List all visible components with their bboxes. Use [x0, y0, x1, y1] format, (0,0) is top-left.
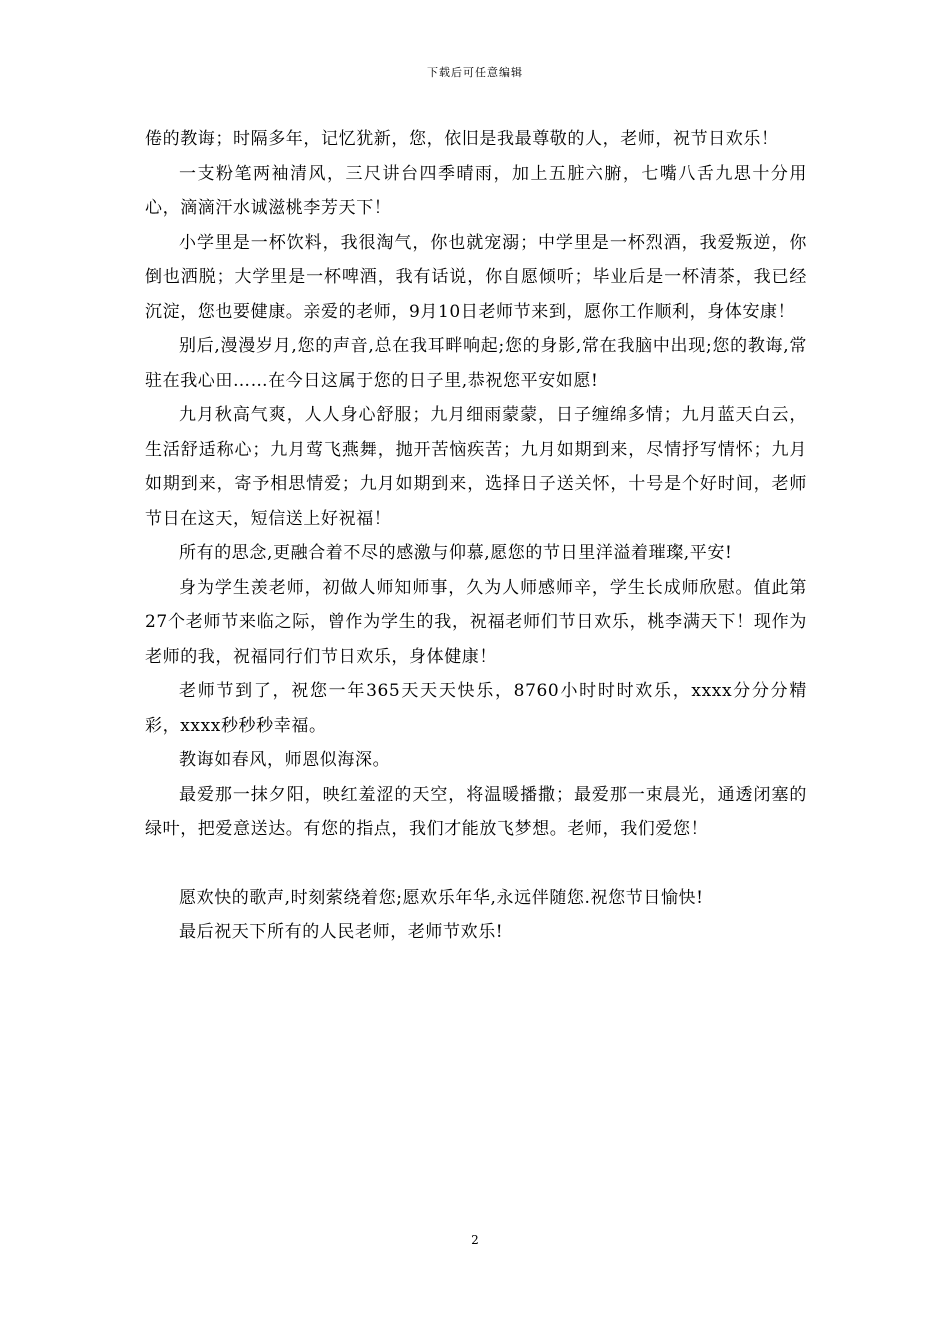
paragraph-9: 教诲如春风，师恩似海深。 [179, 750, 391, 770]
page-number: 2 [471, 1233, 479, 1247]
paragraph-10: 最爱那一抹夕阳，映红羞涩的天空，将温暖播撒；最爱那一束晨光，通透闭塞的绿叶，把爱意送达。有您的指点，我们才能放飞梦想。老师，我们爱您！ [145, 784, 807, 839]
paragraph-7: 身为学生羡老师，初做人师知师事，久为人师感师辛，学生长成师欣慰。值此第27个老师节来临之际，曾作为学生的我，祝福老师们节日欢乐，桃李满天下！现作为老师的我，祝福同行们节日欢乐，身体健康！ [145, 577, 807, 667]
document-body [145, 122, 807, 950]
page-header: 下载后可任意编辑 [427, 66, 523, 79]
paragraph-3: 小学里是一杯饮料，我很淘气，你也就宠溺；中学里是一杯烈酒，我爱叛逆，你倒也洒脱；大学里是一杯啤酒，我有话说，你自愿倾听；毕业后是一杯清茶，我已经沉淀，您也要健康。亲爱的老师，9月10日老师节来到，愿你工作顺利，身体安康！ [145, 232, 807, 322]
paragraph-12: 最后祝天下所有的人民老师，老师节欢乐! [179, 922, 504, 942]
paragraph-5: 九月秋高气爽，人人身心舒服；九月细雨蒙蒙，日子缠绵多情；九月蓝天白云，生活舒适称心；九月莺飞燕舞，抛开苦恼疾苦；九月如期到来，尽情抒写情怀；九月如期到来，寄予相思情爱；九月如期到来，选择日子送关怀，十号是个好时间，老师节日在这天，短信送上好祝福！ [145, 405, 807, 529]
blank-line [145, 847, 807, 881]
paragraph-2: 一支粉笔两袖清风，三尺讲台四季晴雨，加上五脏六腑，七嘴八舌九思十分用心，滴滴汗水诚滋桃李芳天下！ [145, 163, 807, 218]
paragraph-6: 所有的思念,更融合着不尽的感激与仰慕,愿您的节日里洋溢着璀璨,平安! [179, 543, 733, 563]
paragraph-4: 别后,漫漫岁月,您的声音,总在我耳畔响起;您的身影,常在我脑中出现;您的教诲,常驻在我心田……在今日这属于您的日子里,恭祝您平安如愿! [145, 336, 807, 391]
paragraph-11: 愿欢快的歌声,时刻萦绕着您;愿欢乐年华,永远伴随您.祝您节日愉快! [179, 887, 704, 908]
paragraph-8: 老师节到了，祝您一年365天天天快乐，8760小时时时欢乐，xxxx分分分精彩，xxxx秒秒秒幸福。 [145, 681, 807, 736]
paragraph-1: 倦的教诲；时隔多年，记忆犹新，您，依旧是我最尊敬的人，老师，祝节日欢乐！ [145, 129, 779, 149]
